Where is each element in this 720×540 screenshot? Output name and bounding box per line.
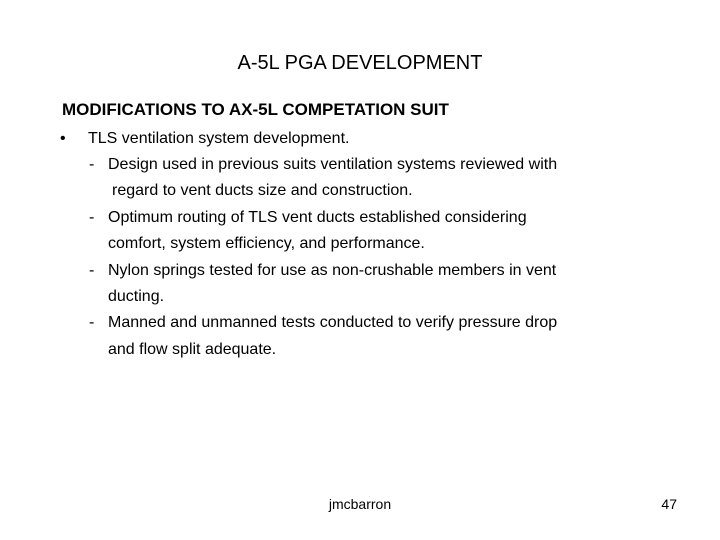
dash-marker: - (89, 156, 95, 173)
slide-footer (0, 494, 720, 514)
sub-bullet-line: Optimum routing of TLS vent ducts established considering (108, 208, 527, 226)
slide-title: A-5L PGA DEVELOPMENT (237, 52, 483, 74)
footer-author: jmcbarron (328, 496, 392, 512)
sub-bullet-item (89, 205, 557, 258)
sub-bullet-line: ducting. (108, 288, 165, 306)
bullet-text: TLS ventilation system development. (88, 130, 350, 147)
sub-bullet-line: and flow split adequate. (108, 340, 277, 358)
sub-bullet-line: comfort, system efficiency, and performance. (108, 235, 425, 253)
page-number: 47 (661, 496, 677, 512)
sub-bullet-line: regard to vent ducts size and construction. (112, 182, 413, 200)
sub-bullet-line: Design used in previous suits ventilation systems reviewed with (108, 156, 558, 173)
sub-bullet-list (89, 152, 557, 363)
bullet-icon: • (60, 130, 66, 147)
dash-marker: - (89, 261, 95, 279)
sub-bullet-item (89, 310, 557, 363)
bullet-item (60, 127, 349, 151)
sub-bullet-line: Manned and unmanned tests conducted to verify pressure drop (108, 314, 558, 332)
dash-marker: - (89, 314, 95, 332)
section-heading: MODIFICATIONS TO AX-5L COMPETATION SUIT (62, 100, 449, 119)
sub-bullet-item (89, 152, 557, 205)
sub-bullet-line: Nylon springs tested for use as non-crushable members in vent (108, 261, 557, 279)
dash-marker: - (89, 208, 95, 226)
sub-bullet-item (89, 258, 557, 311)
